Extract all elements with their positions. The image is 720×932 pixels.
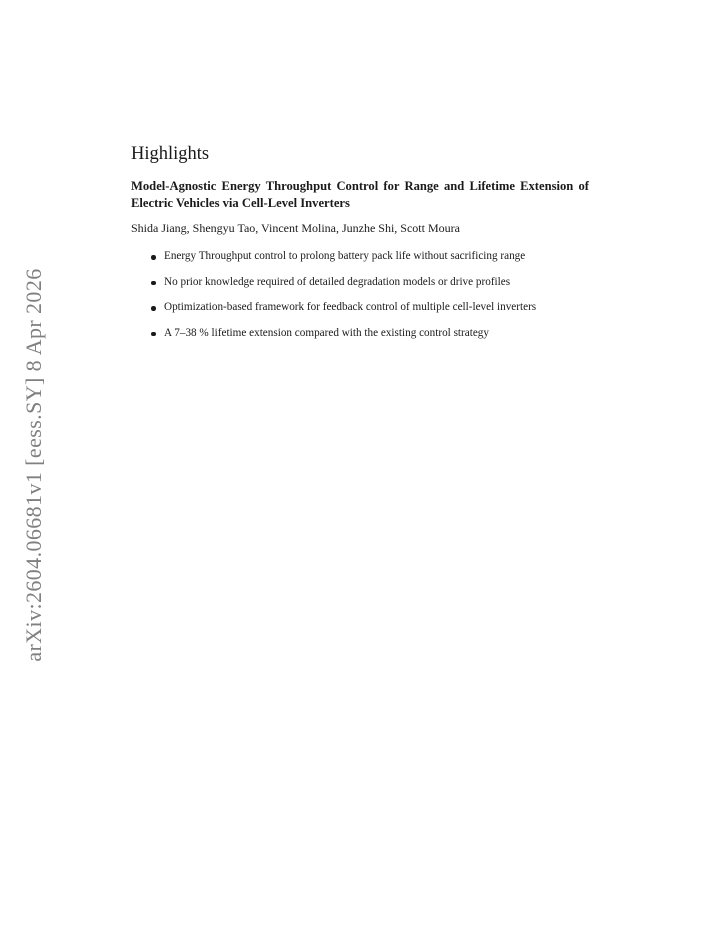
- highlight-item: [151, 275, 589, 291]
- highlight-text: Energy Throughput control to prolong battery pack life without sacrificing range: [164, 250, 526, 262]
- highlight-text: Optimization-based framework for feedback control of multiple cell-level inverters: [164, 301, 537, 313]
- paper-title: Model-Agnostic Energy Throughput Control for Range and Lifetime Extension of Electric Vehicles via Cell-Level Inverters: [131, 179, 589, 210]
- highlights-heading: Highlights: [131, 144, 210, 164]
- highlight-text: A 7–38 % lifetime extension compared with the existing control strategy: [164, 326, 489, 339]
- highlight-item: [151, 326, 589, 342]
- arxiv-identifier-stamp: arXiv:2604.06681v1 [eess.SY] 8 Apr 2026: [21, 268, 46, 662]
- bullet-icon: [151, 255, 156, 260]
- highlight-text: No prior knowledge required of detailed degradation models or drive profiles: [164, 275, 511, 288]
- bullet-icon: [151, 306, 156, 311]
- author-list: Shida Jiang, Shengyu Tao, Vincent Molina, Junzhe Shi, Scott Moura: [131, 221, 460, 235]
- highlights-list: [131, 249, 589, 341]
- highlights-page: [131, 144, 589, 351]
- bullet-icon: [151, 332, 156, 337]
- highlight-item: [151, 300, 589, 316]
- bullet-icon: [151, 281, 156, 286]
- highlight-item: [151, 249, 589, 265]
